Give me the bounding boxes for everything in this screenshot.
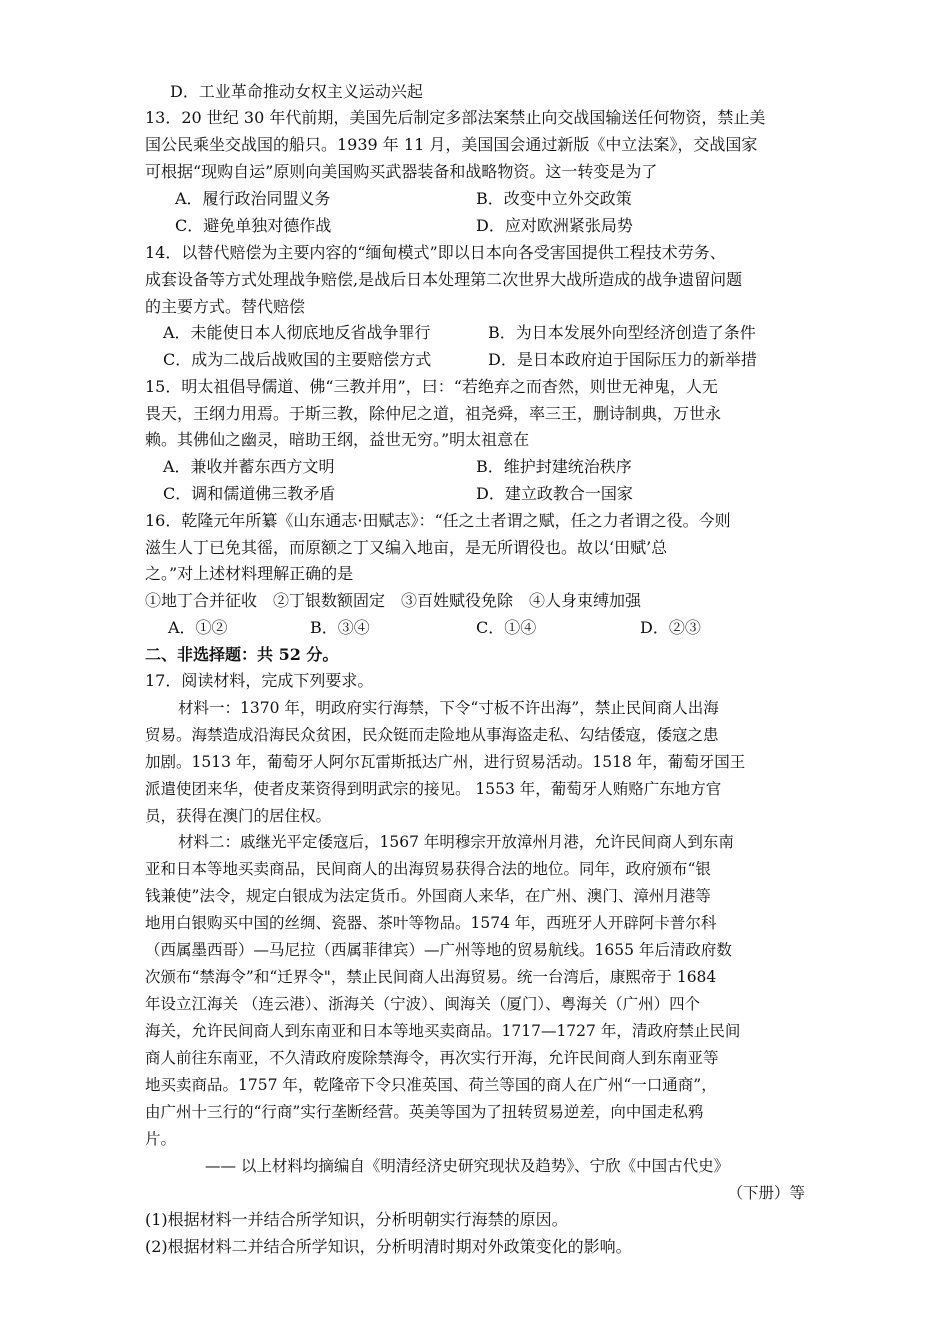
material1-line-1: 材料一：1370 年，明政府实行海禁，下令“寸板不许出海”，禁止民间商人出海 — [178, 699, 719, 717]
material2-line-10: 地买卖商品。1757 年，乾隆帝下令只准英国、荷兰等国的商人在广州“一口通商”， — [145, 1076, 717, 1094]
q14-option-a: A．未能使日本人彻底地反省战争罪行 — [163, 323, 431, 342]
material-source: —— 以上材料均摘编自《明清经济史研究现状及趋势》、宁欣《中国古代史》 — [205, 1157, 730, 1175]
section-title: 二、非选择题：共 52 分。 — [145, 645, 339, 664]
material1-line-4: 派遣使团来华，使者皮莱资得到明武宗的接见。 1553 年，葡萄牙人贿赂广东地方官 — [145, 780, 722, 798]
material2-line-11: 由广州十三行的“行商”实行垄断经营。英美等国为了扭转贸易逆差，向中国走私鸦 — [145, 1103, 704, 1121]
q16-option-a: A．①② — [168, 618, 228, 637]
q13-stem-line-1: 13．20 世纪 30 年代前期，美国先后制定多部法案禁止向交战国输送任何物资，禁止美 — [145, 108, 766, 127]
q13-option-c: C．避免单独对德作战 — [175, 216, 332, 235]
q15-option-b: B．维护封建统治秩序 — [476, 457, 632, 476]
q16-items: ①地丁合并征收 ②丁银数额固定 ③百姓赋役免除 ④人身束缚加强 — [145, 591, 642, 610]
material2-line-5: （西属墨西哥）—马尼拉（西属菲律宾）—广州等地的贸易航线。1655 年后清政府数 — [145, 941, 732, 959]
material2-line-8: 海关，允许民间商人到东南亚和日本等地买卖商品。1717—1727 年，清政府禁止民间 — [145, 1022, 741, 1040]
q13-option-a: A．履行政治同盟义务 — [175, 189, 331, 208]
material1-line-3: 加剧。1513 年，葡萄牙人阿尔瓦雷斯抵达广州，进行贸易活动。1518 年，葡萄牙国王 — [145, 753, 746, 771]
q15-stem-line-3: 赖。其佛仙之幽灵，暗助王纲，益世无穷。”明太祖意在 — [145, 430, 530, 449]
q16-option-b: B．③④ — [310, 618, 370, 637]
q16-option-c: C．①④ — [476, 618, 537, 637]
q15-stem-line-1: 15．明太祖倡导儒道、佛“三教并用”，曰：“若绝弃之而杳然，则世无神鬼，人无 — [145, 377, 718, 396]
q14-stem-line-3: 的主要方式。替代赔偿 — [145, 297, 306, 316]
q15-option-c: C．调和儒道佛三教矛盾 — [163, 484, 336, 503]
q13-option-b: B．改变中立外交政策 — [476, 189, 632, 208]
q13-stem-line-3: 可根据“现购自运”原则向美国购买武器装备和战略物资。这一转变是为了 — [145, 162, 658, 181]
q16-option-d: D．②③ — [640, 618, 701, 637]
material2-line-7: 年设立江海关 （连云港）、浙海关（宁波）、闽海关（厦门）、粤海关（广州）四个 — [145, 995, 701, 1013]
q14-option-c: C．成为二战后战败国的主要赔偿方式 — [163, 350, 432, 369]
q15-option-d: D．建立政教合一国家 — [476, 484, 633, 503]
q13-option-d: D．应对欧洲紧张局势 — [476, 216, 633, 235]
material1-line-2: 贸易。海禁造成沿海民众贫困，民众铤而走险地从事海盗走私、勾结倭寇，倭寇之患 — [145, 726, 719, 744]
q16-stem-line-3: 之。”对上述材料理解正确的是 — [145, 564, 354, 583]
material2-line-2: 亚和日本等地买卖商品，民间商人的出海贸易获得合法的地位。同年，政府颁布“银 — [145, 860, 711, 878]
material-source-tail: （下册）等 — [727, 1184, 805, 1202]
q14-option-b: B．为日本发展外向型经济创造了条件 — [488, 323, 756, 342]
material2-line-6: 次颁布“禁海令”和“迁界令"，禁止民间商人出海贸易。统一台湾后，康熙帝于 1684 — [145, 968, 717, 986]
q17-sub-question-1: (1)根据材料一并结合所学知识，分析明朝实行海禁的原因。 — [145, 1210, 568, 1229]
material1-line-5: 员，获得在澳门的居住权。 — [145, 807, 332, 825]
material2-line-9: 商人前往东南亚，不久清政府废除禁海令，再次实行开海，允许民间商人到东南亚等 — [145, 1049, 719, 1067]
material2-line-4: 地用白银购买中国的丝绸、瓷器、茶叶等物品。1574 年，西班牙人开辟阿卡普尔科 — [145, 914, 717, 932]
q15-option-a: A．兼收并蓄东西方文明 — [163, 457, 335, 476]
material2-line-3: 钱兼使”法令，规定白银成为法定货币。外国商人来华，在广州、澳门、漳州月港等 — [145, 887, 711, 905]
q15-stem-line-2: 畏天，王纲力用焉。于斯三教，除仲尼之道，祖尧舜，率三王，删诗制典，万世永 — [145, 404, 722, 423]
q14-stem-line-1: 14．以替代赔偿为主要内容的“缅甸模式”即以日本向各受害国提供工程技术劳务、 — [145, 243, 726, 262]
q16-stem-line-1: 16．乾隆元年所纂《山东通志·田赋志》：“任之土者谓之赋，任之力者谓之役。今则 — [145, 511, 731, 530]
material2-line-12: 片。 — [145, 1130, 177, 1148]
q17-sub-question-2: (2)根据材料二并结合所学知识，分析明清时期对外政策变化的影响。 — [145, 1237, 632, 1256]
material2-line-1: 材料二：戚继光平定倭寇后，1567 年明穆宗开放漳州月港，允许民间商人到东南 — [178, 833, 734, 851]
q13-stem-line-2: 国公民乘坐交战国的船只。1939 年 11 月，美国国会通过新版《中立法案》，交战国家 — [145, 135, 758, 154]
q14-option-d: D．是日本政府迫于国际压力的新举措 — [488, 350, 757, 369]
q16-stem-line-2: 滋生人丁已免其徭，而原额之丁又编入地亩，是无所谓役也。故以‘田赋’总 — [145, 538, 668, 557]
q17-stem: 17．阅读材料，完成下列要求。 — [145, 671, 374, 690]
q12-option-d: D．工业革命推动女权主义运动兴起 — [170, 82, 423, 101]
q14-stem-line-2: 成套设备等方式处理战争赔偿,是战后日本处理第二次世界大战所造成的战争遗留问题 — [145, 270, 743, 289]
